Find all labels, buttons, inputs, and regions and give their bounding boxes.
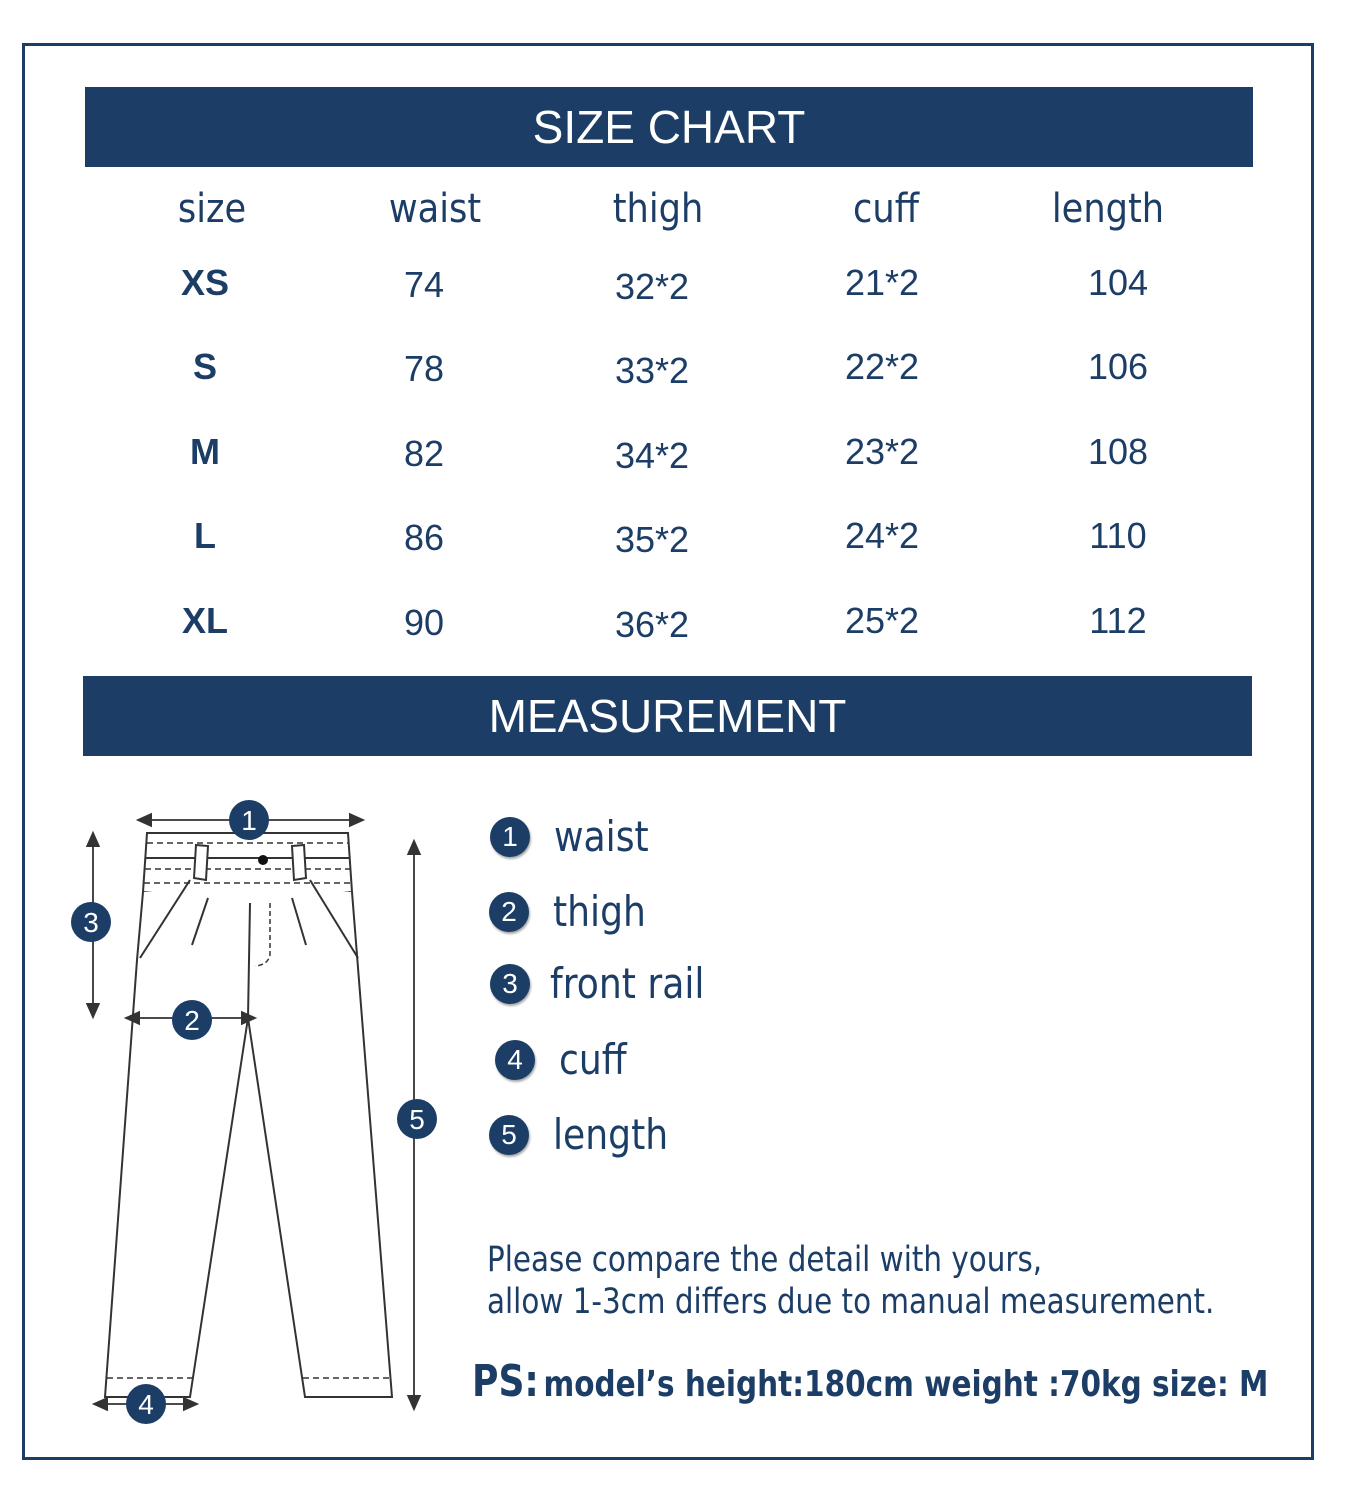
svg-text:2: 2 bbox=[184, 1005, 200, 1036]
legend-number: 2 bbox=[489, 892, 529, 932]
cell-waist: 74 bbox=[403, 264, 445, 305]
cell-length: 112 bbox=[1089, 600, 1147, 641]
legend-item-cuff bbox=[495, 1035, 638, 1084]
size-chart-title: SIZE CHART bbox=[85, 87, 1253, 167]
cell-size: M bbox=[190, 431, 220, 472]
marker-1 bbox=[229, 800, 269, 840]
cell-thigh: 32*2 bbox=[614, 266, 690, 307]
header-thigh: thigh bbox=[612, 186, 704, 232]
pants-diagram bbox=[0, 780, 460, 1440]
legend-item-front-rail bbox=[490, 959, 730, 1008]
marker-3 bbox=[71, 902, 111, 942]
cell-waist: 86 bbox=[403, 517, 445, 558]
marker-5 bbox=[397, 1099, 437, 1139]
cell-thigh: 35*2 bbox=[614, 519, 690, 560]
svg-text:5: 5 bbox=[409, 1104, 425, 1135]
cell-thigh: 33*2 bbox=[614, 350, 690, 391]
legend-label: thigh bbox=[553, 887, 646, 936]
cell-size: L bbox=[194, 515, 216, 556]
legend-number: 1 bbox=[490, 817, 530, 857]
cell-cuff: 24*2 bbox=[844, 515, 920, 556]
header-size: size bbox=[177, 186, 247, 232]
ps-text: model’s height:180cm weight :70kg size: M bbox=[543, 1364, 1269, 1405]
header-cuff: cuff bbox=[853, 186, 919, 232]
cell-thigh: 36*2 bbox=[614, 604, 690, 645]
note-line-1: Please compare the detail with yours, bbox=[487, 1240, 1043, 1280]
legend-number: 4 bbox=[495, 1040, 535, 1080]
legend-item-thigh bbox=[489, 887, 661, 936]
cell-cuff: 22*2 bbox=[844, 346, 920, 387]
marker-4 bbox=[126, 1384, 166, 1424]
marker-2 bbox=[172, 1000, 212, 1040]
model-info bbox=[472, 1356, 1268, 1407]
note-line-2: allow 1-3cm differs due to manual measurement. bbox=[487, 1282, 1215, 1322]
svg-text:1: 1 bbox=[241, 805, 257, 836]
cell-waist: 78 bbox=[403, 348, 445, 389]
legend-item-length bbox=[489, 1110, 687, 1159]
header-waist: waist bbox=[388, 186, 482, 232]
cell-cuff: 25*2 bbox=[844, 600, 920, 641]
legend-label: cuff bbox=[559, 1035, 627, 1084]
cell-length: 108 bbox=[1087, 431, 1149, 472]
cell-waist: 90 bbox=[403, 602, 445, 643]
legend-number: 5 bbox=[489, 1115, 529, 1155]
svg-text:4: 4 bbox=[138, 1389, 154, 1420]
header-length: length bbox=[1051, 186, 1165, 232]
legend-label: length bbox=[553, 1110, 669, 1159]
cell-cuff: 21*2 bbox=[844, 262, 920, 303]
legend-item-waist bbox=[490, 812, 664, 861]
measurement-title: MEASUREMENT bbox=[83, 676, 1252, 756]
ps-label: PS: bbox=[472, 1356, 539, 1407]
svg-text:3: 3 bbox=[83, 907, 99, 938]
cell-thigh: 34*2 bbox=[614, 435, 690, 476]
legend-number: 3 bbox=[490, 964, 530, 1004]
cell-length: 104 bbox=[1087, 262, 1149, 303]
cell-size: XS bbox=[180, 262, 230, 303]
cell-waist: 82 bbox=[403, 433, 445, 474]
cell-length: 106 bbox=[1087, 346, 1149, 387]
cell-size: XL bbox=[181, 600, 228, 641]
cell-cuff: 23*2 bbox=[844, 431, 920, 472]
cell-length: 110 bbox=[1089, 515, 1147, 556]
legend-label: front rail bbox=[550, 959, 705, 1008]
cell-size: S bbox=[192, 346, 217, 387]
legend-label: waist bbox=[554, 812, 649, 861]
